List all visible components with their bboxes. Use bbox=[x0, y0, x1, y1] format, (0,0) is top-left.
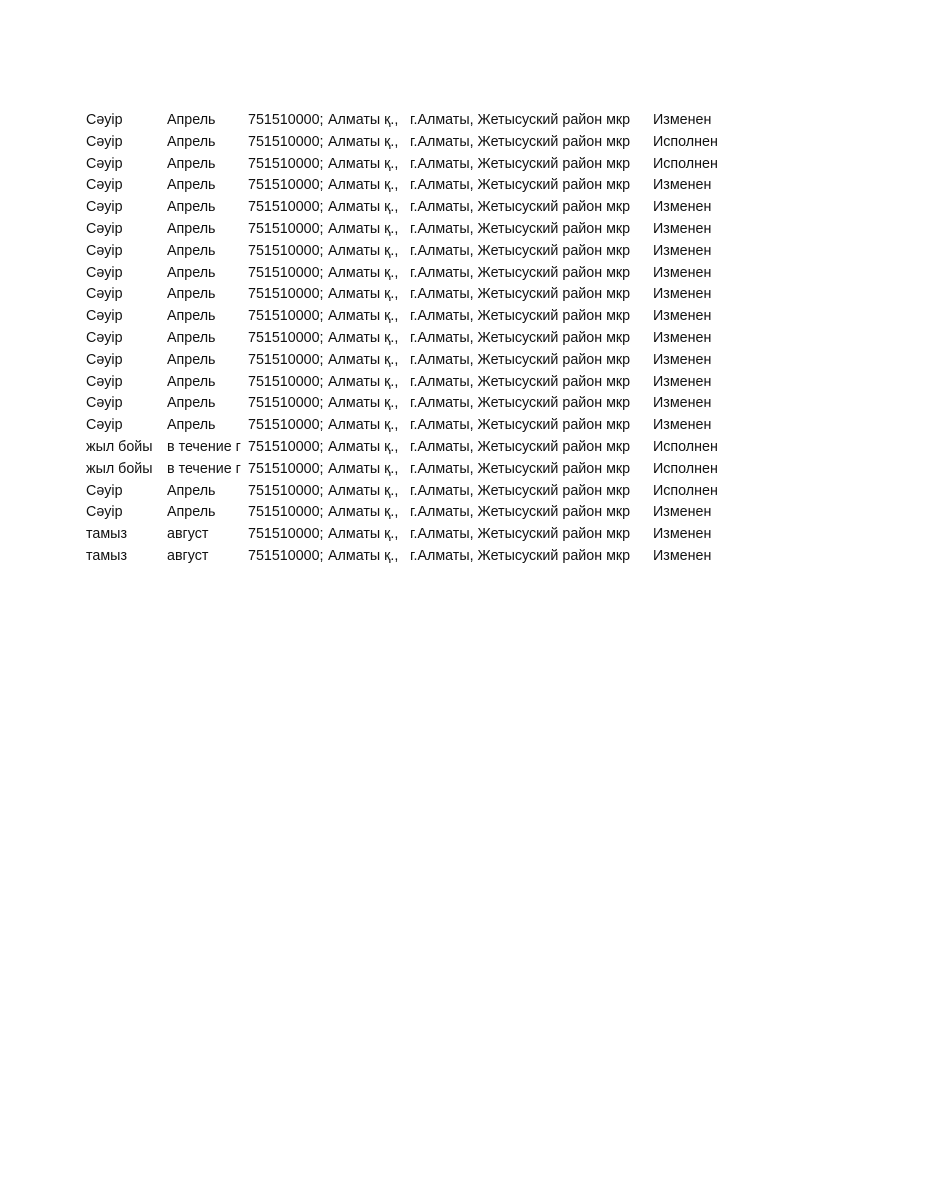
table-row bbox=[86, 524, 846, 546]
cell-address: г.Алматы, Жетысуский район мкр bbox=[410, 547, 631, 564]
cell-city-kz: Алматы қ., bbox=[328, 308, 399, 325]
table-row bbox=[86, 175, 846, 197]
cell-status: Исполнен bbox=[653, 155, 718, 172]
cell-month-kz: Сәуір bbox=[86, 373, 123, 390]
cell-address: г.Алматы, Жетысуский район мкр bbox=[410, 373, 631, 390]
cell-city-kz: Алматы қ., bbox=[328, 547, 399, 564]
cell-address: г.Алматы, Жетысуский район мкр bbox=[410, 220, 631, 237]
cell-status: Изменен bbox=[653, 112, 712, 128]
cell-code: 751510000; bbox=[248, 177, 324, 194]
table-row bbox=[86, 284, 846, 306]
cell-code: 751510000; bbox=[248, 112, 324, 128]
cell-month-ru: Апрель bbox=[167, 329, 216, 346]
cell-code: 751510000; bbox=[248, 351, 324, 368]
table-row bbox=[86, 415, 846, 437]
cell-code: 751510000; bbox=[248, 308, 324, 325]
cell-code: 751510000; bbox=[248, 286, 324, 303]
table-row bbox=[86, 350, 846, 372]
table-row bbox=[86, 372, 846, 394]
cell-city-kz: Алматы қ., bbox=[328, 199, 399, 216]
cell-code: 751510000; bbox=[248, 438, 324, 455]
cell-month-ru: Апрель bbox=[167, 220, 216, 237]
cell-status: Изменен bbox=[653, 220, 712, 237]
cell-code: 751510000; bbox=[248, 220, 324, 237]
table-row bbox=[86, 437, 846, 459]
cell-code: 751510000; bbox=[248, 547, 324, 564]
cell-month-ru: август bbox=[167, 547, 209, 564]
cell-address: г.Алматы, Жетысуский район мкр bbox=[410, 177, 631, 194]
cell-city-kz: Алматы қ., bbox=[328, 482, 399, 499]
cell-address: г.Алматы, Жетысуский район мкр bbox=[410, 504, 631, 521]
cell-address: г.Алматы, Жетысуский район мкр bbox=[410, 199, 631, 216]
cell-status: Изменен bbox=[653, 547, 712, 564]
cell-city-kz: Алматы қ., bbox=[328, 220, 399, 237]
cell-code: 751510000; bbox=[248, 460, 324, 477]
cell-code: 751510000; bbox=[248, 504, 324, 521]
cell-city-kz: Алматы қ., bbox=[328, 438, 399, 455]
table-row bbox=[86, 197, 846, 219]
cell-month-kz: жыл бойы bbox=[86, 438, 153, 455]
cell-code: 751510000; bbox=[248, 395, 324, 412]
cell-status: Исполнен bbox=[653, 482, 718, 499]
cell-city-kz: Алматы қ., bbox=[328, 264, 399, 281]
cell-city-kz: Алматы қ., bbox=[328, 351, 399, 368]
cell-code: 751510000; bbox=[248, 417, 324, 434]
cell-address: г.Алматы, Жетысуский район мкр bbox=[410, 286, 631, 303]
cell-month-kz: Сәуір bbox=[86, 504, 123, 521]
cell-month-ru: в течение г bbox=[167, 460, 241, 477]
cell-code: 751510000; bbox=[248, 526, 324, 543]
cell-city-kz: Алматы қ., bbox=[328, 373, 399, 390]
cell-address: г.Алматы, Жетысуский район мкр bbox=[410, 482, 631, 499]
cell-status: Изменен bbox=[653, 264, 712, 281]
cell-city-kz: Алматы қ., bbox=[328, 526, 399, 543]
cell-month-kz: Сәуір bbox=[86, 482, 123, 499]
cell-status: Изменен bbox=[653, 242, 712, 259]
cell-month-ru: Апрель bbox=[167, 417, 216, 434]
cell-address: г.Алматы, Жетысуский район мкр bbox=[410, 351, 631, 368]
table-row bbox=[86, 459, 846, 481]
cell-month-ru: Апрель bbox=[167, 308, 216, 325]
cell-address: г.Алматы, Жетысуский район мкр bbox=[410, 526, 631, 543]
cell-month-kz: Сәуір bbox=[86, 220, 123, 237]
cell-city-kz: Алматы қ., bbox=[328, 242, 399, 259]
cell-month-kz: Сәуір bbox=[86, 417, 123, 434]
table-row bbox=[86, 306, 846, 328]
cell-status: Изменен bbox=[653, 373, 712, 390]
cell-month-kz: Сәуір bbox=[86, 351, 123, 368]
cell-city-kz: Алматы қ., bbox=[328, 329, 399, 346]
cell-month-ru: август bbox=[167, 526, 209, 543]
cell-code: 751510000; bbox=[248, 329, 324, 346]
cell-month-kz: Сәуір bbox=[86, 133, 123, 150]
table-row bbox=[86, 110, 846, 132]
cell-month-ru: Апрель bbox=[167, 286, 216, 303]
cell-status: Изменен bbox=[653, 526, 712, 543]
cell-code: 751510000; bbox=[248, 482, 324, 499]
cell-month-kz: Сәуір bbox=[86, 112, 123, 128]
table-row bbox=[86, 328, 846, 350]
cell-status: Изменен bbox=[653, 199, 712, 216]
cell-month-ru: Апрель bbox=[167, 373, 216, 390]
table-row bbox=[86, 481, 846, 503]
cell-month-kz: тамыз bbox=[86, 526, 127, 543]
cell-month-ru: Апрель bbox=[167, 112, 216, 128]
cell-code: 751510000; bbox=[248, 264, 324, 281]
cell-month-kz: жыл бойы bbox=[86, 460, 153, 477]
cell-month-kz: Сәуір bbox=[86, 177, 123, 194]
cell-month-kz: Сәуір bbox=[86, 199, 123, 216]
cell-code: 751510000; bbox=[248, 199, 324, 216]
cell-city-kz: Алматы қ., bbox=[328, 417, 399, 434]
cell-month-ru: Апрель bbox=[167, 351, 216, 368]
cell-status: Изменен bbox=[653, 177, 712, 194]
table-row bbox=[86, 263, 846, 285]
cell-city-kz: Алматы қ., bbox=[328, 177, 399, 194]
table-row bbox=[86, 502, 846, 524]
cell-status: Изменен bbox=[653, 417, 712, 434]
cell-status: Изменен bbox=[653, 351, 712, 368]
table-row bbox=[86, 154, 846, 176]
cell-address: г.Алматы, Жетысуский район мкр bbox=[410, 329, 631, 346]
cell-status: Изменен bbox=[653, 308, 712, 325]
cell-status: Изменен bbox=[653, 329, 712, 346]
cell-month-ru: Апрель bbox=[167, 264, 216, 281]
cell-status: Исполнен bbox=[653, 133, 718, 150]
cell-status: Изменен bbox=[653, 504, 712, 521]
cell-month-ru: Апрель bbox=[167, 242, 216, 259]
cell-city-kz: Алматы қ., bbox=[328, 155, 399, 172]
cell-month-kz: Сәуір bbox=[86, 242, 123, 259]
cell-month-kz: Сәуір bbox=[86, 329, 123, 346]
cell-month-ru: Апрель bbox=[167, 395, 216, 412]
cell-city-kz: Алматы қ., bbox=[328, 504, 399, 521]
cell-city-kz: Алматы қ., bbox=[328, 286, 399, 303]
cell-month-kz: Сәуір bbox=[86, 308, 123, 325]
cell-address: г.Алматы, Жетысуский район мкр bbox=[410, 112, 631, 128]
cell-address: г.Алматы, Жетысуский район мкр bbox=[410, 438, 631, 455]
cell-month-ru: в течение г bbox=[167, 438, 241, 455]
cell-address: г.Алматы, Жетысуский район мкр bbox=[410, 460, 631, 477]
cell-city-kz: Алматы қ., bbox=[328, 395, 399, 412]
cell-address: г.Алматы, Жетысуский район мкр bbox=[410, 133, 631, 150]
cell-address: г.Алматы, Жетысуский район мкр bbox=[410, 155, 631, 172]
cell-address: г.Алматы, Жетысуский район мкр bbox=[410, 395, 631, 412]
table-row bbox=[86, 546, 846, 568]
cell-city-kz: Алматы қ., bbox=[328, 133, 399, 150]
cell-month-ru: Апрель bbox=[167, 504, 216, 521]
cell-month-kz: Сәуір bbox=[86, 264, 123, 281]
cell-status: Изменен bbox=[653, 395, 712, 412]
cell-month-kz: тамыз bbox=[86, 547, 127, 564]
cell-month-ru: Апрель bbox=[167, 177, 216, 194]
cell-month-kz: Сәуір bbox=[86, 155, 123, 172]
cell-address: г.Алматы, Жетысуский район мкр bbox=[410, 264, 631, 281]
cell-month-ru: Апрель bbox=[167, 482, 216, 499]
cell-code: 751510000; bbox=[248, 373, 324, 390]
cell-status: Изменен bbox=[653, 286, 712, 303]
cell-month-ru: Апрель bbox=[167, 133, 216, 150]
cell-city-kz: Алматы қ., bbox=[328, 112, 399, 128]
cell-month-kz: Сәуір bbox=[86, 395, 123, 412]
cell-city-kz: Алматы қ., bbox=[328, 460, 399, 477]
cell-status: Исполнен bbox=[653, 460, 718, 477]
cell-month-kz: Сәуір bbox=[86, 286, 123, 303]
table-row bbox=[86, 132, 846, 154]
cell-month-ru: Апрель bbox=[167, 155, 216, 172]
table-row bbox=[86, 393, 846, 415]
table-row bbox=[86, 219, 846, 241]
cell-month-ru: Апрель bbox=[167, 199, 216, 216]
cell-code: 751510000; bbox=[248, 155, 324, 172]
cell-code: 751510000; bbox=[248, 242, 324, 259]
cell-address: г.Алматы, Жетысуский район мкр bbox=[410, 242, 631, 259]
cell-code: 751510000; bbox=[248, 133, 324, 150]
cell-address: г.Алматы, Жетысуский район мкр bbox=[410, 308, 631, 325]
cell-address: г.Алматы, Жетысуский район мкр bbox=[410, 417, 631, 434]
cell-status: Исполнен bbox=[653, 438, 718, 455]
table-row bbox=[86, 241, 846, 263]
spreadsheet-table bbox=[86, 110, 846, 568]
